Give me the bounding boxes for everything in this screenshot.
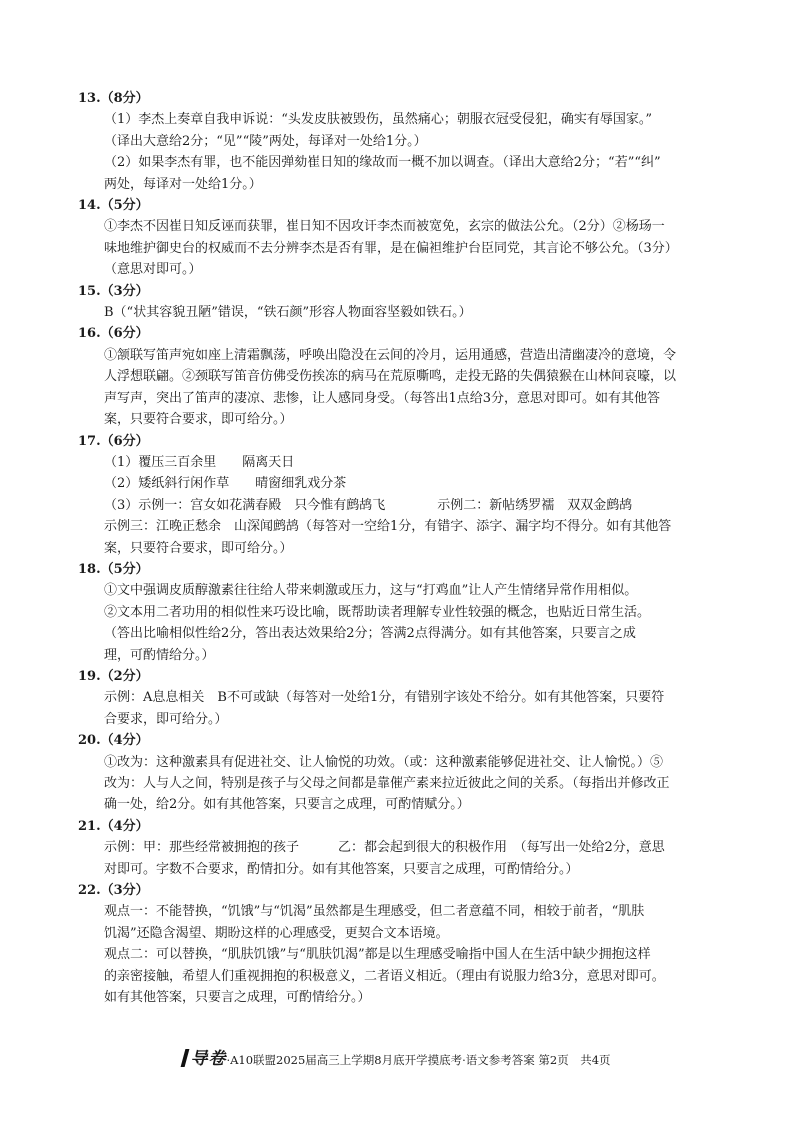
answer-line: 人浮想联翩。②颈联写笛音仿佛受伤挨冻的病马在荒原嘶鸣，走投无路的失偶猿猴在山林间哀嚎，以	[104, 369, 677, 385]
question-number: 20.（4分）	[78, 733, 149, 749]
question-number: 15.（3分）	[78, 283, 149, 299]
answer-line: 确一处，给2分。如有其他答案，只要言之成理，可酌情赋分。）	[104, 797, 470, 813]
question-number: 18.（5分）	[78, 561, 149, 577]
answer-line: ①改为：这种激素具有促进社交、让人愉悦的功效。（或：这种激素能够促进社交、让人愉悦。）⑤	[104, 754, 664, 770]
answer-line: 合要求，即可给分。）	[104, 711, 228, 727]
question-20	[78, 730, 720, 816]
question-number: 19.（2分）	[78, 668, 149, 684]
question-18	[78, 559, 720, 666]
answer-line: 观点一：不能替换，“饥饿”与“饥渴”虽然都是生理感受，但二者意蕴不同，相较于前者，“肌肤	[104, 904, 645, 920]
answer-line: （2）矮纸斜行闲作草 晴窗细乳戏分茶	[104, 476, 347, 492]
question-22	[78, 880, 720, 1008]
question-19	[78, 666, 720, 730]
answer-line: 示例：A息息相关 B不可或缺（每答对一处给1分，有错别字该处不给分。如有其他答案，只要符	[104, 690, 665, 706]
answer-key-body	[78, 88, 720, 1008]
answer-line: 两处，每译对一处给1分。）	[104, 176, 262, 192]
answer-line: 饥渴”还隐含渴望、期盼这样的心理感受，更契合文本语境。	[104, 925, 449, 941]
answer-line: 示例三：江晚正愁余 山深闻鹧鸪（每答对一空给1分，有错字、添字、漏字均不得分。如有其他答	[104, 519, 672, 535]
answer-line: 观点二：可以替换，“肌肤饥饿”与“肌肤饥渴”都是以生理感受喻指中国人在生活中缺少拥抱这样	[104, 947, 651, 963]
question-number: 13.（8分）	[78, 91, 149, 106]
question-number: 22.（3分）	[78, 883, 149, 899]
answer-line: 声写声，突出了笛声的凄凉、悲惨，让人感同身受。（每答出1点给3分，意思对即可。如有其他答	[104, 390, 661, 406]
question-15	[78, 281, 720, 324]
answer-line: B（“状其容貌丑陋”错误，“铁石颜”形容人物面容坚毅如铁石。）	[104, 305, 472, 321]
answer-line: ①李杰不因崔日知反诬而获罪，崔日知不因攻讦李杰而被宽免，玄宗的做法公允。（2分）②杨玚一	[104, 219, 665, 235]
question-number: 16.（6分）	[78, 326, 149, 342]
answer-line: ①文中强调皮质醇激素往往给人带来刺激或压力，这与“打鸡血”让人产生情绪异常作用相似。	[104, 583, 638, 599]
answer-line: 味地维护御史台的权威而不去分辨李杰是否有罪，是在偏袒维护台臣同党，其言论不够公允。（3分）	[104, 240, 678, 256]
answer-line: 改为：人与人之间，特别是孩子与父母之间都是靠催产素来拉近彼此之间的关系。（每指出并修改正	[104, 776, 670, 791]
question-21	[78, 816, 720, 880]
question-16	[78, 323, 720, 430]
answer-line: 示例：甲：那些经常被拥抱的孩子 乙：都会起到很大的积极作用 （每写出一处给2分，意思	[104, 840, 665, 856]
brand-logo-mark	[181, 1049, 190, 1067]
answer-line: ②文本用二者功用的相似性来巧设比喻，既帮助读者理解专业性较强的概念，也贴近日常生活。	[104, 604, 651, 620]
answer-line: （1）李杰上奏章自我申诉说：“头发皮肤被毁伤，虽然痛心；朝服衣冠受侵犯，确实有辱国家。”	[104, 112, 653, 128]
answer-line: 如有其他答案，只要言之成理，可酌情给分。）	[104, 990, 371, 1006]
answer-line: （3）示例一：宫女如花满春殿 只今惟有鹧鸪飞 示例二：新帖绣罗襦 双双金鹧鸪	[104, 497, 633, 513]
answer-line: （2）如果李杰有罪，也不能因弹劾崔日知的缘故而一概不加以调查。（译出大意给2分；“若”“纠”	[104, 155, 661, 171]
answer-line: ①颔联写笛声宛如座上清霜飘荡，呼唤出隐没在云间的冷月，运用通感，营造出清幽凄冷的意境，令	[104, 347, 677, 363]
answer-line: （答出比喻相似性给2分，答出表达效果给2分；答满2点得满分。如有其他答案，只要言之成	[104, 626, 636, 642]
answer-line: 的亲密接触，希望人们重视拥抱的积极意义，二者语义相近。（理由有说服力给3分，意思对即可。	[104, 968, 665, 984]
footer-text: ·A10联盟2025届高三上学期8月底开学摸底考·语文参考答案 第2页 共4页	[226, 1053, 611, 1067]
brand-logo: 导卷	[190, 1049, 227, 1069]
answer-line: 案，只要符合要求，即可给分。）	[104, 540, 293, 556]
answer-line: 对即可。字数不合要求，酌情扣分。如有其他答案，只要言之成理，可酌情给分。）	[104, 861, 579, 877]
page-footer	[0, 1044, 794, 1069]
answer-line: 理，可酌情给分。）	[104, 647, 215, 663]
answer-line: 案，只要符合要求，即可给分。）	[104, 412, 293, 428]
question-number: 17.（6分）	[78, 433, 149, 449]
answer-line: （1）覆压三百余里 隔离天日	[104, 454, 295, 470]
question-number: 21.（4分）	[78, 818, 149, 834]
question-14	[78, 195, 720, 281]
answer-line: （译出大意给2分；“见”“陵”两处，每译对一处给1分。）	[104, 133, 427, 149]
question-13	[78, 88, 720, 195]
answer-line: （意思对即可。）	[104, 262, 202, 278]
question-number: 14.（5分）	[78, 198, 149, 214]
question-17	[78, 431, 720, 559]
